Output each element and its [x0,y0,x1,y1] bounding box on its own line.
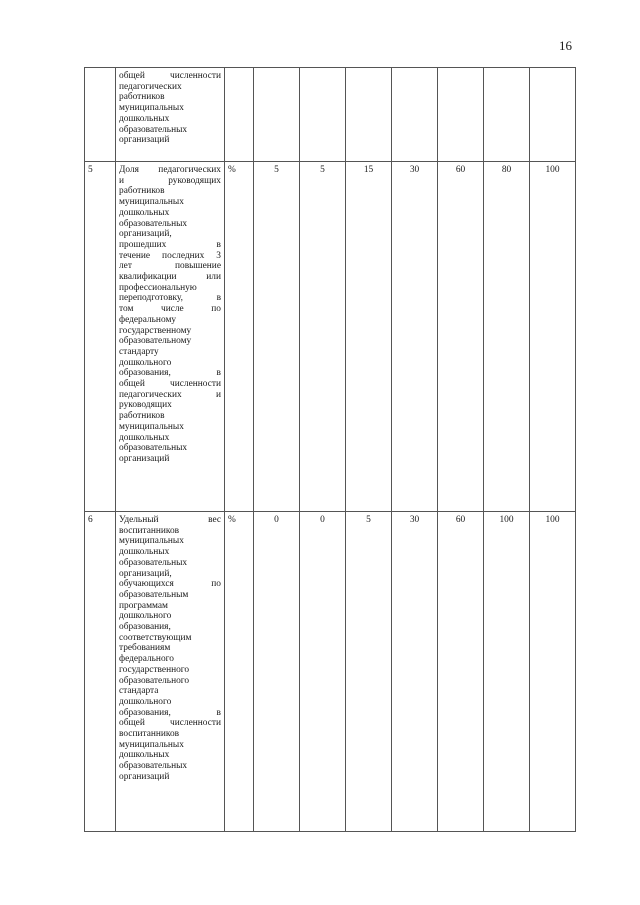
indicator-name-line: руководящих [119,400,172,411]
indicator-name-line: профессиональную [119,282,197,293]
indicator-name-line: дошкольного [119,611,172,622]
indicator-name-line: дошкольного [119,696,172,707]
value-cell [392,68,438,162]
value-cell: 80 [484,162,530,512]
indicator-name-line: требованиям [119,643,171,654]
value-cell [300,68,346,162]
value-cell [346,68,392,162]
indicator-name-line: образования, в [119,707,221,718]
indicator-name-line: государственного [119,664,190,675]
indicator-name-line: прошедших в [119,239,221,250]
indicator-name-line: государственному [119,325,192,336]
indicator-name-line: образовательного [119,675,190,686]
unit-cell [225,68,254,162]
unit-cell: % [225,162,254,512]
indicator-name-line: федеральному [119,314,177,325]
indicator-name-line: образовательных [119,761,188,772]
indicator-name-line: образовательных [119,443,188,454]
indicator-name-line: муниципальных [119,739,184,750]
indicator-name-line: организаций [119,453,170,464]
value-cell [530,68,576,162]
indicator-name-line: образовательных [119,557,188,568]
value-cell: 0 [254,512,300,832]
indicators-table-body [85,68,576,832]
page-number: 16 [559,38,572,53]
indicator-name-line: том числе по [119,304,221,315]
indicator-name-line: образовательным [119,589,189,600]
value-cell: 100 [530,162,576,512]
indicator-name-line: переподготовку, в [119,293,221,304]
indicator-name-line: организаций, [119,568,172,579]
row-number-cell: 6 [85,512,116,832]
row-number-cell: 5 [85,162,116,512]
indicator-name-line: дошкольных [119,547,170,558]
table-row [85,512,576,832]
value-cell: 30 [392,162,438,512]
indicators-table [84,67,576,832]
indicator-name-line: образовательных [119,124,188,135]
indicator-name-line: организаций [119,771,170,782]
indicator-name-line: образования, в [119,368,221,379]
indicator-name-line: Удельный вес [119,515,221,525]
value-cell: 60 [438,512,484,832]
unit-cell: % [225,512,254,832]
indicator-name-line: стандарта [119,686,159,697]
indicator-name-line: воспитанников [119,729,180,740]
indicator-name-line: работников [119,92,165,103]
indicator-name-line: федерального [119,654,174,665]
indicator-name-line: воспитанников [119,525,180,536]
value-cell [484,68,530,162]
indicator-name-cell [116,512,225,832]
indicator-name-line: общей численности [119,71,221,81]
indicator-name-line: организаций, [119,229,172,240]
indicator-name-line: образовательных [119,218,188,229]
value-cell: 5 [254,162,300,512]
table-row [85,68,576,162]
value-cell: 15 [346,162,392,512]
indicator-name-line: дошкольного [119,357,172,368]
table-row [85,162,576,512]
value-cell: 60 [438,162,484,512]
indicator-name-line: педагогических и [119,389,221,400]
indicator-name-line: соответствующим [119,632,192,643]
indicator-name-line: муниципальных [119,103,184,114]
value-cell [438,68,484,162]
indicator-name-line: муниципальных [119,197,184,208]
value-cell [254,68,300,162]
value-cell: 30 [392,512,438,832]
indicator-name-line: обучающихся по [119,579,221,590]
indicator-name-line: дошкольных [119,750,170,761]
indicator-name-line: общей численности [119,718,221,729]
indicator-name-line: и руководящих [119,175,221,186]
indicator-name-line: педагогических [119,81,182,92]
indicator-name-cell [116,162,225,512]
indicator-name-line: дошкольных [119,432,170,443]
indicator-name-line: организаций [119,135,170,146]
row-number-cell [85,68,116,162]
indicator-name-line: дошкольных [119,207,170,218]
indicator-name-line: муниципальных [119,421,184,432]
value-cell: 100 [484,512,530,832]
indicator-name-line: квалификации или [119,272,221,283]
indicator-name-line: образовательному [119,336,192,347]
indicator-name-line: программам [119,600,168,611]
indicator-name-line: стандарту [119,346,159,357]
indicator-name-line: Доля педагогических [119,165,221,175]
value-cell: 5 [346,512,392,832]
value-cell: 0 [300,512,346,832]
indicator-name-line: работников [119,411,165,422]
value-cell: 100 [530,512,576,832]
indicator-name-line: общей численности [119,379,221,390]
indicator-name-cell [116,68,225,162]
indicator-name-line: муниципальных [119,536,184,547]
indicator-name-line: течение последних 3 [119,250,221,261]
indicator-name-line: дошкольных [119,113,170,124]
value-cell: 5 [300,162,346,512]
indicator-name-line: лет повышение [119,261,221,272]
indicator-name-line: работников [119,186,165,197]
indicator-name-line: образования, [119,622,171,633]
